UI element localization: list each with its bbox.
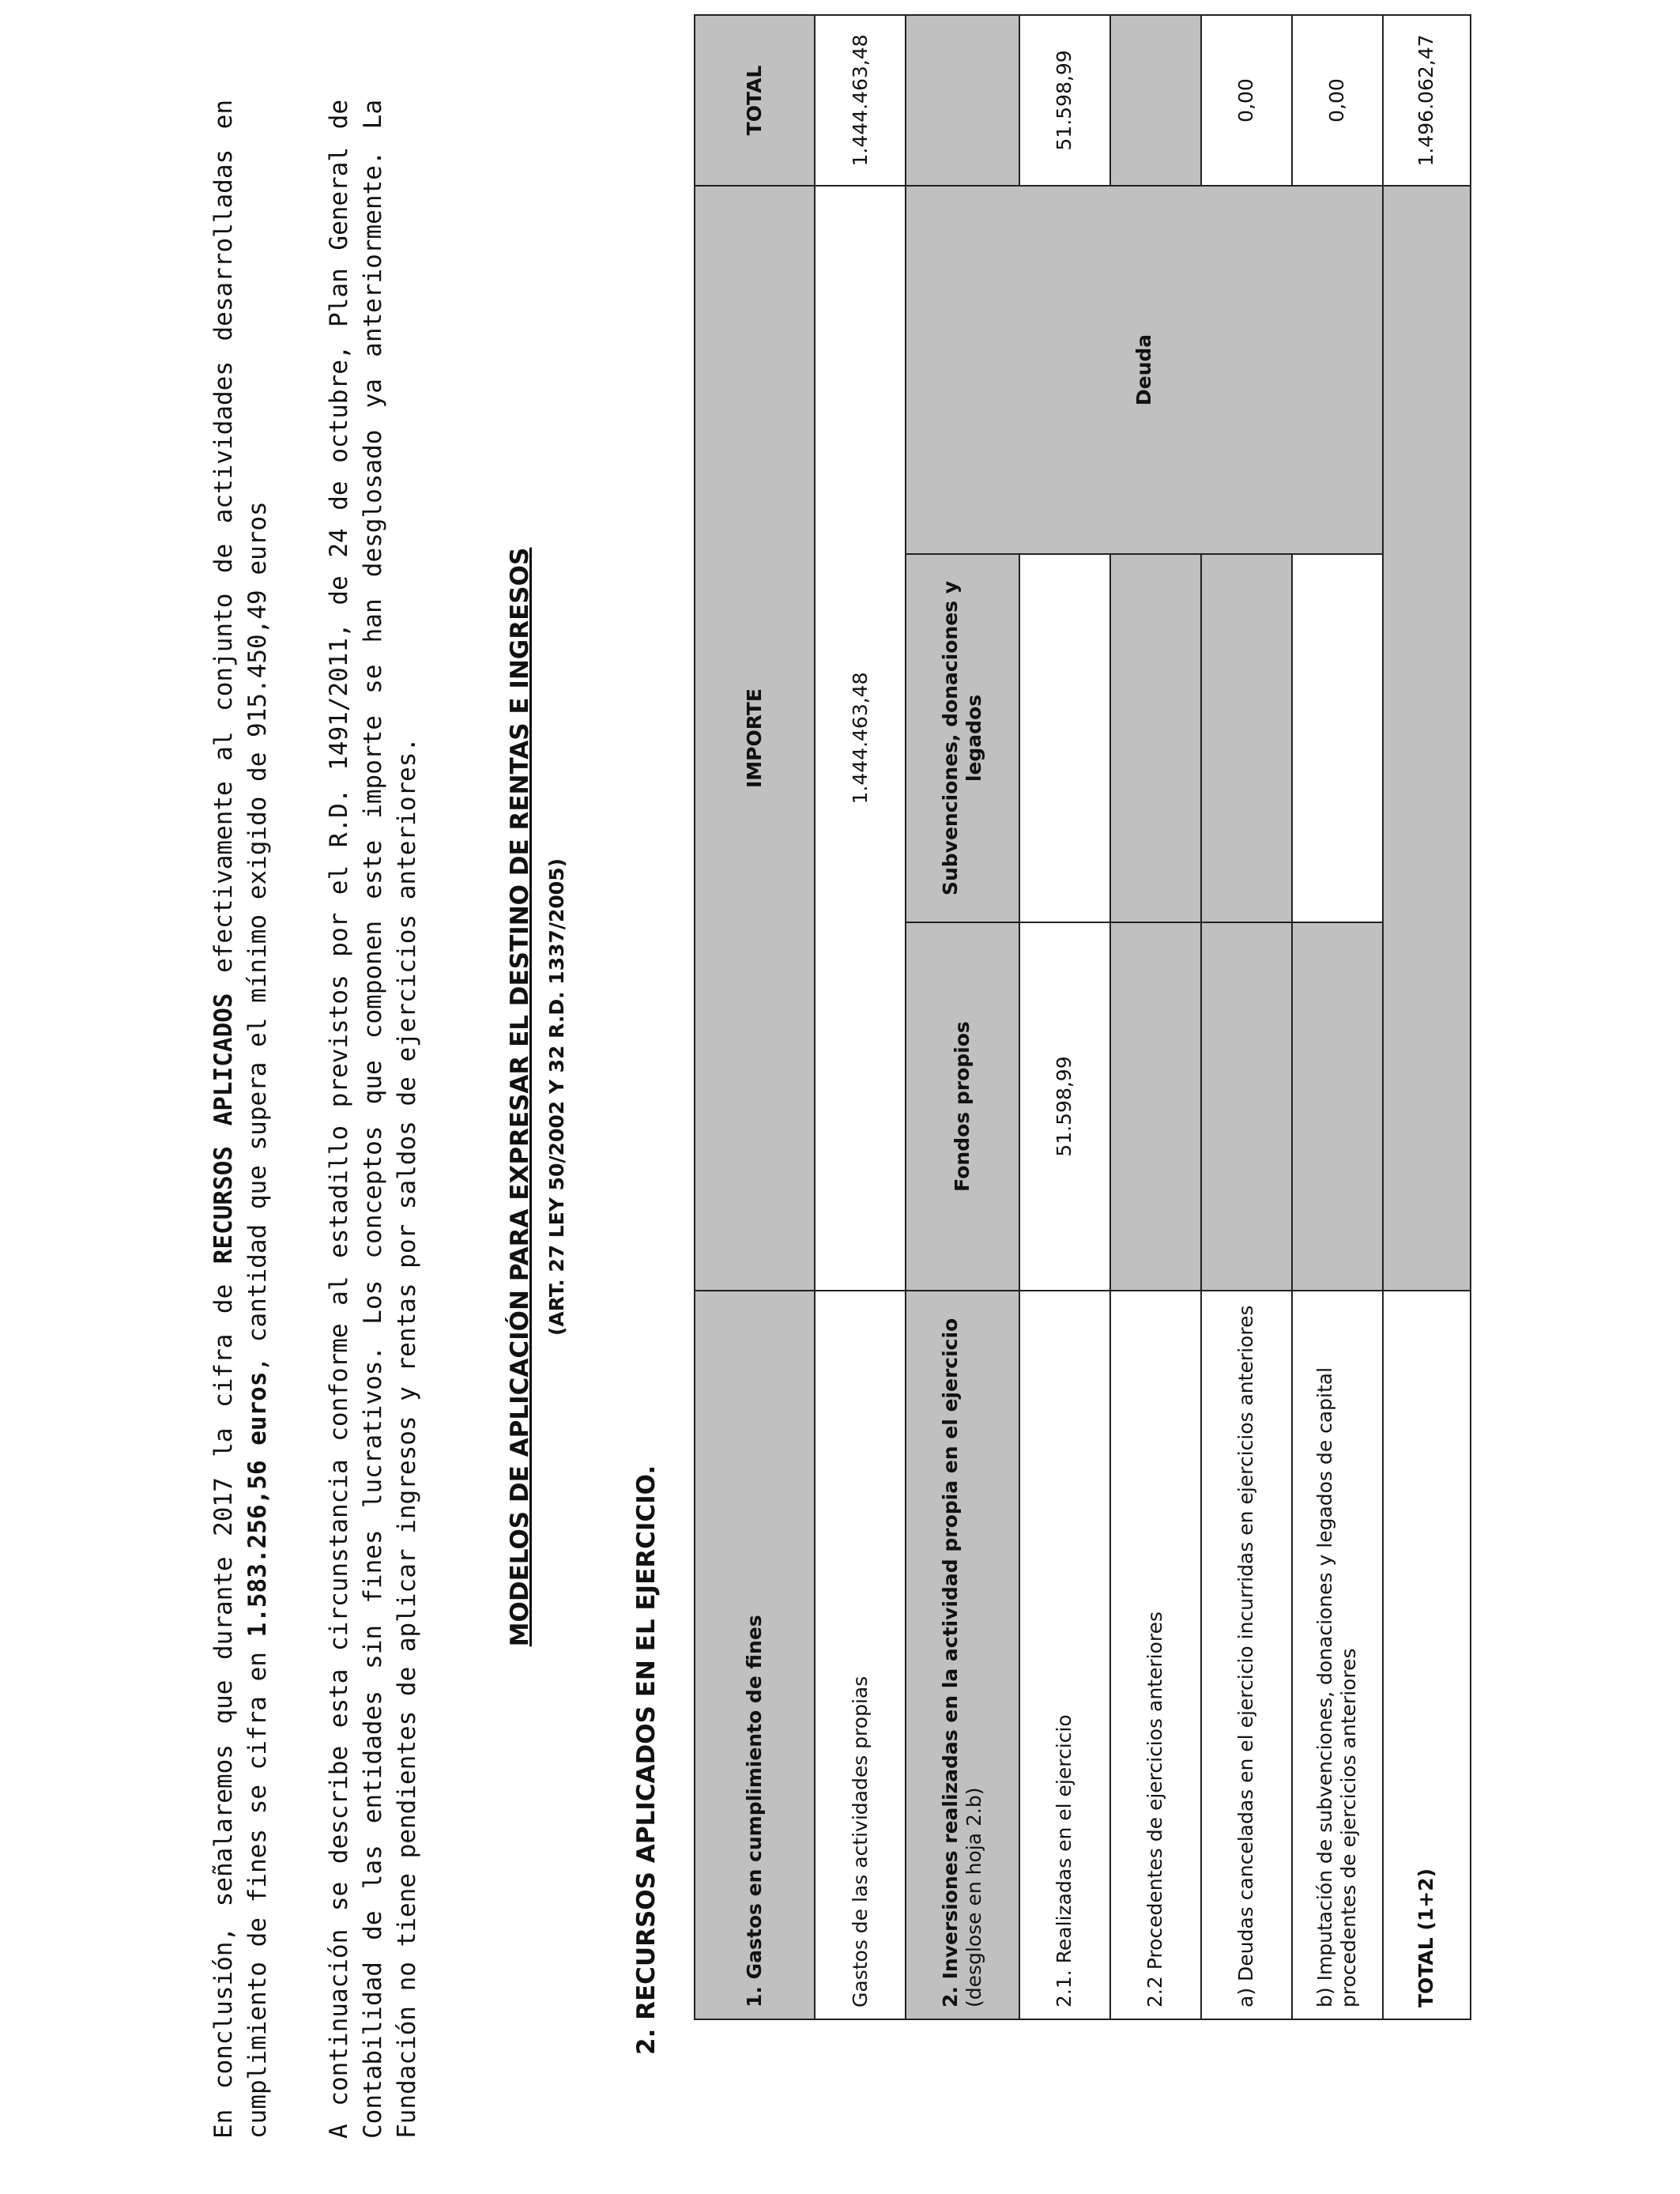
- total-importe: [1383, 186, 1471, 1291]
- intro-p1-part-e: , cantidad que supera el mínimo exigido de 915.450,49 euros: [243, 501, 272, 1372]
- realizadas-fondos: 51.598,99: [1019, 922, 1110, 1291]
- table-row-total: [1383, 15, 1471, 2019]
- header-concept: 1. Gastos en cumplimiento de fines: [743, 1615, 766, 2007]
- header-importe: IMPORTE: [695, 186, 815, 1291]
- inversiones-label: 2. Inversiones realizadas en la actividad propia en el ejercicio: [938, 1318, 962, 2007]
- column-deuda: Deuda: [906, 186, 1383, 554]
- intro-paragraph-1: [207, 100, 275, 2139]
- imputacion-total: 0,00: [1292, 15, 1383, 186]
- intro-p1-part-b: RECURSOS APLICADOS: [209, 993, 238, 1265]
- header-concept-cell: [695, 1291, 815, 2019]
- intro-p1-part-c: efectivamente al conjunto de actividades desarrolladas en cumplimiento de fines se cifra en: [209, 100, 272, 2139]
- document-title: MODELOS DE APLICACIÓN PARA EXPRESAR EL DESTINO DE RENTAS E INGRESOS: [506, 547, 534, 1647]
- document-subtitle: (ART. 27 LEY 50/2002 Y 32 R.D. 1337/2005): [545, 858, 568, 1336]
- deudas-subvenciones: [1201, 554, 1292, 922]
- inversiones-note: (desglose en hoja 2.b): [962, 1787, 985, 2007]
- intro-paragraph-2: A continuación se describe esta circunstancia conforme al estadillo previstos por el R.D. 1491/2011, de 24 de octubre, Plan General de Contabilidad de las entidades sin fines lucrativos. Los conceptos que componen este importe se han desglosado ya anteriormente. La Fundación no tiene pendientes de aplicar ingresos y rentas por saldos de ejercicios anteriores.: [325, 100, 421, 2139]
- procedentes-label: 2.2 Procedentes de ejercicios anteriores: [1110, 1291, 1201, 2019]
- deudas-fondos: [1201, 922, 1292, 1291]
- column-fondos-propios: Fondos propios: [906, 922, 1019, 1291]
- table-row-header: [695, 15, 815, 2019]
- column-subvenciones: Subvenciones, donaciones y legados: [906, 554, 1019, 922]
- header-total: TOTAL: [695, 15, 815, 186]
- total-label: TOTAL (1+2): [1414, 1868, 1438, 2007]
- table-row-gastos: [815, 15, 906, 2019]
- table-row-inversiones: [906, 15, 1019, 2019]
- gastos-label: Gastos de las actividades propias: [815, 1291, 906, 2019]
- realizadas-label: 2.1. Realizadas en el ejercicio: [1019, 1291, 1110, 2019]
- grand-total: 1.496.062,47: [1383, 15, 1471, 186]
- section-heading: 2. RECURSOS APLICADOS EN EL EJERCICIO.: [632, 1465, 661, 2055]
- procedentes-subvenciones: [1110, 554, 1201, 922]
- imputacion-label: b) Imputación de subvenciones, donaciones y legados de capital procedentes de ejercicios anteriores: [1292, 1291, 1383, 2019]
- intro-p1-part-d: 1.583.256,56 euros: [243, 1371, 272, 1638]
- resources-applied-table: [694, 14, 1471, 2020]
- realizadas-total: 51.598,99: [1019, 15, 1110, 186]
- imputacion-fondos: [1292, 922, 1383, 1291]
- deudas-total: 0,00: [1201, 15, 1292, 186]
- total-label-cell: [1383, 1291, 1471, 2019]
- procedentes-total: [1110, 15, 1201, 186]
- deudas-label: a) Deudas canceladas en el ejercicio incurridas en ejercicios anteriores: [1201, 1291, 1292, 2019]
- procedentes-fondos: [1110, 922, 1201, 1291]
- gastos-importe: 1.444.463,48: [815, 186, 906, 1291]
- realizadas-subvenciones: [1019, 554, 1110, 922]
- imputacion-subvenciones: [1292, 554, 1383, 922]
- inversiones-total: [906, 15, 1019, 186]
- gastos-total: 1.444.463,48: [815, 15, 906, 186]
- intro-p1-part-a: En conclusión, señalaremos que durante 2017 la cifra de: [209, 1264, 238, 2139]
- inversiones-label-cell: [906, 1291, 1019, 2019]
